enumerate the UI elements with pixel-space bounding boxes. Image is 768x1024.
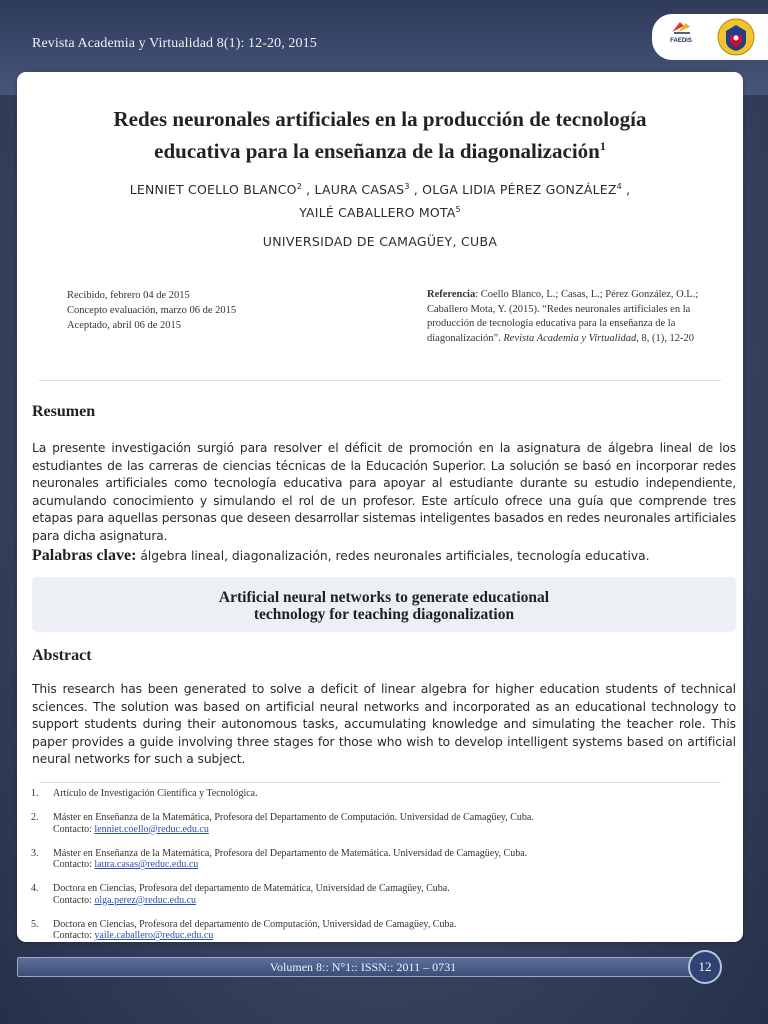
faedis-logo-text: FAEDIS [670,38,692,44]
email-link[interactable]: olga.perez@reduc.edu.cu [94,894,197,906]
reference-label: Referencia [427,289,476,300]
author-footnote-marker: 4 [616,182,622,191]
footnote-contact [53,859,731,871]
footnotes-divider [39,782,721,783]
english-title-box [32,577,736,632]
title-line-1: Redes neuronales artificiales en la producción de tecnología [113,107,647,131]
footnote-text: Artículo de Investigación Científica y Tecnológica. [53,788,258,799]
accepted-date: Aceptado, abril 06 de 2015 [67,320,182,331]
footnote-item [31,883,731,906]
footnote-number: 1. [31,788,39,799]
article-page [17,72,743,942]
evaluation-date: Concepto evaluación, marzo 06 de 2015 [67,305,237,316]
footnotes-list [31,788,731,954]
author-name: OLGA LIDIA PÉREZ GONZÁLEZ [422,182,617,198]
abstract-paragraph: This research has been generated to solve a deficit of linear algebra for higher education students of technical sciences. The solution was based on artificial neural networks and incorporated as an educational technology to support students during their autonomous tasks, accumulating knowledge and simulating the teacher role. This paper provides a guide involving three stages for those who wish to develop intelligent systems based on artificial neural networks for such a subject. [32,682,736,766]
footnote-number: 5. [31,918,39,930]
title-line-2: educativa para la enseñanza de la diagonalización [154,139,600,163]
article-title [57,106,703,165]
footnote-contact [53,824,731,836]
reference-tail: , 8, (1), 12-20 [636,332,695,344]
footnote-number: 2. [31,812,39,823]
email-link[interactable]: lenniet.coello@reduc.edu.cu [94,823,209,835]
resumen-paragraph: La presente investigación surgió para resolver el déficit de promoción en la asignatura de álgebra lineal de los estudiantes de las carreras de ciencias técnicas de la Educación Superior. La solución se basó en incorporar redes neuronales artificiales como tecnología educativa para apoyar al estudiante durante su estudio independiente, acumulando conocimiento y simulando el rol de un profesor. Este artículo ofrece una guía que comprende tres etapas para aquellas personas que deseen desarrollar sistemas inteligentes basados en redes neuronales artificiales para dicha asignatura. [32,441,736,543]
faedis-logo [660,20,702,54]
reference-text: : Coello Blanco, L.; Casas, L.; Pérez González, O.L.; Caballero Mota, Y. (2015). “Redes neuronales artificiales en la producción de tecnología educativa para la enseñanza de la diagonalización”. [427,289,699,344]
contact-label: Contacto: [53,930,95,941]
contact-label: Contacto: [53,859,95,870]
footnote-text: Máster en Enseñanza de la Matemática, Profesora del Departamento de Matemática. Universidad de Camagüey, Cuba. [53,847,528,859]
authors-list: LENNIET COELLO BLANCO$^2$ , LAURA CASAS$^3$ , OLGA LIDIA PÉREZ GONZÁLEZ$^4$ , YAILÉ CABALLERO MOTA$^5$ [129,182,631,221]
keywords [32,547,736,565]
journal-citation: Revista Academia y Virtualidad 8(1): 12-20, 2015 [32,36,317,51]
section-divider [39,380,721,381]
abstract-heading: Abstract [32,647,92,664]
page-number-badge: 12 [688,950,722,984]
footnote-text: Máster en Enseñanza de la Matemática, Profesora del Departamento de Computación. Universidad de Camagüey, Cuba. [53,812,534,823]
email-link[interactable]: laura.casas@reduc.edu.cu [94,859,199,870]
resumen-heading: Resumen [32,403,96,420]
footnote-contact [53,895,731,907]
email-link[interactable]: yaile.caballero@reduc.edu.cu [94,930,214,941]
author-name: LAURA CASAS [314,182,405,198]
author-footnote-marker: 3 [404,182,410,191]
logos-panel [652,14,768,60]
footnote-number: 3. [31,847,39,859]
footnote-item [31,812,731,835]
affiliation: UNIVERSIDAD DE CAMAGÜEY, CUBA [262,234,498,249]
footnote-item [31,919,731,942]
footnote-contact [53,930,731,942]
title-footnote-marker: 1 [599,139,606,153]
english-title [32,589,736,623]
footnote-item [31,848,731,871]
footnote-text: Doctora en Ciencias, Profesora del departamento de Computación, Universidad de Camagüey, Cuba. [53,918,457,930]
university-seal-logo [716,17,756,57]
author-footnote-marker: 5 [455,205,461,215]
author-name: YAILÉ CABALLERO MOTA [299,205,456,221]
footnote-item [31,788,731,800]
contact-label: Contacto: [53,894,95,906]
english-title-line-1: Artificial neural networks to generate educational [218,589,550,606]
submission-dates [67,288,367,333]
footnote-number: 4. [31,883,39,894]
keywords-text: álgebra lineal, diagonalización, redes neuronales artificiales, tecnología educativa. [140,549,650,563]
footer-bar [17,957,707,977]
contact-label: Contacto: [53,823,95,835]
keywords-label: Palabras clave: [32,547,137,564]
issn-text: Volumen 8:: N°1:: ISSN:: 2011 – 0731 [269,960,457,974]
citation-reference [427,288,707,346]
footnote-text: Doctora en Ciencias, Profesora del departamento de Matemática, Universidad de Camagüey, Cuba. [53,883,450,894]
faedis-logo-mark [670,20,692,34]
english-title-line-2: technology for teaching diagonalization [253,606,515,623]
author-name: LENNIET COELLO BLANCO [129,182,297,198]
author-footnote-marker: 2 [296,182,302,191]
received-date: Recibido, febrero 04 de 2015 [67,290,190,301]
reference-journal: Revista Academia y Virtualidad [503,332,637,344]
